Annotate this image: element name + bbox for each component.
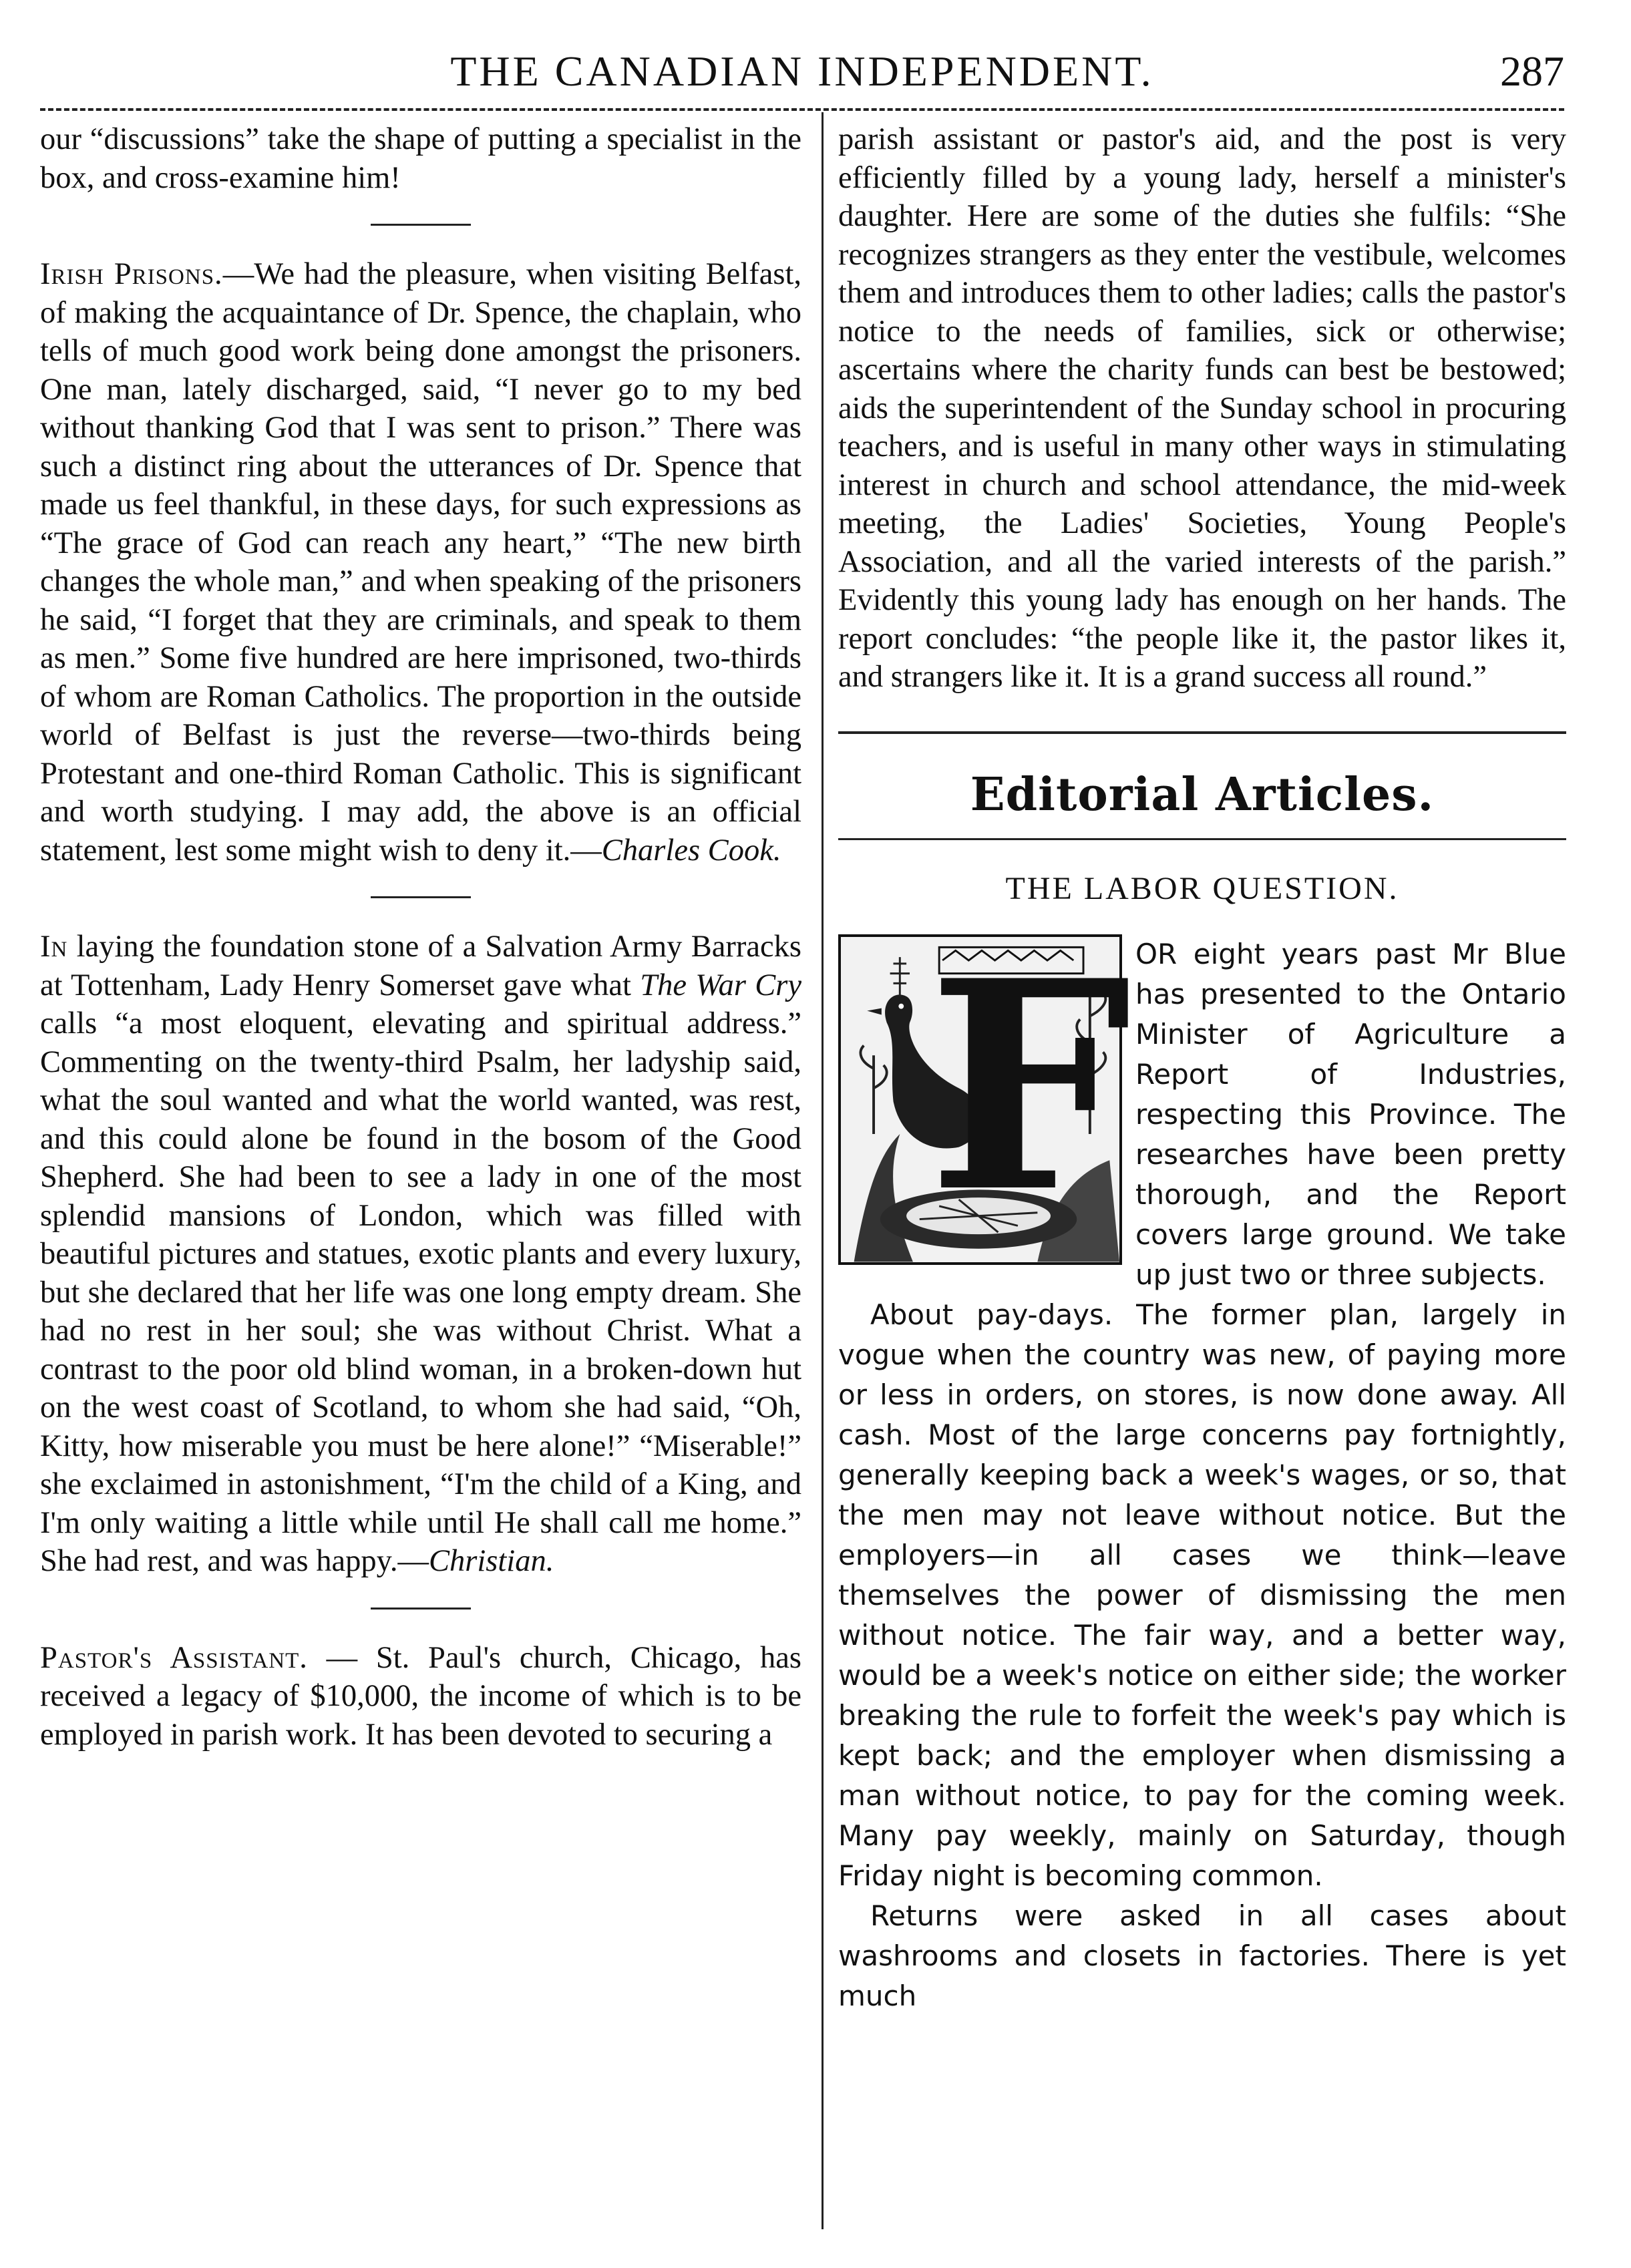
separator-rule	[371, 896, 471, 898]
labor-paragraph-1: OR eight years past Mr Blue has presented to the Ontario Minister of Agriculture a Report of Industries, respecting this Province. The researches have been pretty thorough, and the Report covers large ground. We take up just two or three subjects.	[1135, 938, 1566, 1291]
irish-prisons-paragraph	[40, 255, 801, 870]
labor-paragraph-3: Returns were asked in all cases about washrooms and closets in factories. There is yet much	[838, 1899, 1566, 2012]
salvation-text-b: calls “a most eloquent, elevating and spiritual address.” Commenting on the twenty-third Psalm, her ladyship said, what the soul wanted and what the world wanted, was rest, and this could alone be found in the bosom of the Good Shepherd. She had been to see a lady in one of the most splendid mansions of London, which was filled with beautiful pictures and statues, exotic plants and every luxury, but she declared that her life was one long empty dream. She had no rest in her soul; she was without Christ. What a contrast to the poor old blind woman, in a broken-down hut on the west coast of Scotland, to whom she had said, “Oh, Kitty, how miserable you must be here alone!” “Miserable!” she exclaimed in astonishment, “I'm the child of a King, and I'm only waiting a little while until He shall call me home.” She had rest, and was happy.—	[40, 1006, 801, 1578]
pastor-lead: Pastor's Assistant.	[40, 1640, 308, 1675]
article-title: THE LABOR QUESTION.	[1005, 870, 1399, 906]
pastor-assistant-paragraph	[40, 1639, 801, 1754]
separator-rule	[371, 1608, 471, 1610]
irish-prisons-signature: Charles Cook.	[601, 833, 781, 868]
header-rule	[40, 108, 1564, 111]
salvation-signature: Christian.	[428, 1544, 554, 1578]
salvation-text-a: laying the foundation stone of a Salvation Army Barracks at Tottenham, Lady Henry Somerset gave what	[40, 930, 801, 1002]
section-rule	[838, 731, 1566, 734]
editorial-heading: Editorial Articles.	[970, 767, 1435, 821]
salvation-army-paragraph	[40, 928, 801, 1581]
pastor-continued-paragraph: parish assistant or pastor's aid, and the post is very efficiently filled by a young lady, herself a minister's daughter. Here are some of the duties she fulfils: “She recognizes strangers as they enter the vestibule, welcomes them and introduces them to other ladies; calls the pastor's notice to the needs of families, sick or otherwise; ascertains where the charity funds can best be bestowed; aids the superintendent of the Sunday school in procuring teachers, and is useful in many other ways in stimulating interest in church and school attendance, the mid-week meeting, the Ladies' Societies, Young People's Association, and all the varied interests of the parish.” Evidently this young lady has enough on her hands. The report concludes: “the people like it, the pastor likes it, and strangers like it. It is a grand success all round.”	[838, 122, 1566, 694]
column-divider	[822, 112, 824, 2229]
dropcap-letter: F	[928, 918, 1132, 1256]
war-cry-title: The War Cry	[640, 968, 801, 1002]
salvation-lead: In	[40, 930, 68, 964]
page-header	[40, 47, 1564, 100]
pastor-text: — St. Paul's church, Chicago, has received a legacy of $10,000, the income of which is to be employed in parish work. It has been devoted to securing a	[40, 1640, 801, 1752]
right-column	[838, 120, 1566, 2244]
labor-paragraph-2: About pay-days. The former plan, largely in vogue when the country was new, of paying more or less in orders, on stores, is now done away. All cash. Most of the large concerns pay fortnightly, generally keeping back a week's wages, or so, that the men may not leave without notice. But the employers—in all cases we think—leave themselves the power of dismissing the men without notice. The fair way, and a better way, would be a week's notice on either side; the worker breaking the rule to forfeit the week's pay which is kept back; and the employer when dismissing a man without notice, to pay for the coming week. Many pay weekly, mainly on Saturday, though Friday night is becoming common.	[838, 1298, 1566, 1892]
page-number: 287	[1500, 47, 1564, 95]
left-column	[40, 120, 801, 2244]
continued-paragraph: our “discussions” take the shape of putting a specialist in the box, and cross-examine him!	[40, 122, 801, 195]
article-body	[838, 918, 1566, 2016]
irish-prisons-text: —We had the pleasure, when visiting Belfast, of making the acquaintance of Dr. Spence, the chaplain, who tells of much good work being done amongst the prisoners. One man, lately discharged, said, “I never go to my bed without thanking God that I was sent to prison.” There was such a distinct ring about the utterances of Dr. Spence that made us feel thankful, in these days, for such expressions as “The grace of God can reach any heart,” “The new birth changes the whole man,” and when speaking of the prisoners he said, “I forget that they are criminals, and speak to them as men.” Some five hundred are here imprisoned, two-thirds of whom are Roman Catholics. The proportion in the outside world of Belfast is just the reverse—two-thirds being Protestant and one-third Roman Catholic. This is significant and worth studying. I may add, the above is an official statement, lest some might wish to deny it.—	[40, 257, 801, 868]
separator-rule	[371, 224, 471, 226]
newspaper-title: THE CANADIAN INDEPENDENT.	[450, 47, 1154, 95]
irish-prisons-lead: Irish Prisons.	[40, 257, 223, 291]
section-rule	[838, 838, 1566, 840]
illustrated-dropcap	[838, 918, 1132, 1265]
